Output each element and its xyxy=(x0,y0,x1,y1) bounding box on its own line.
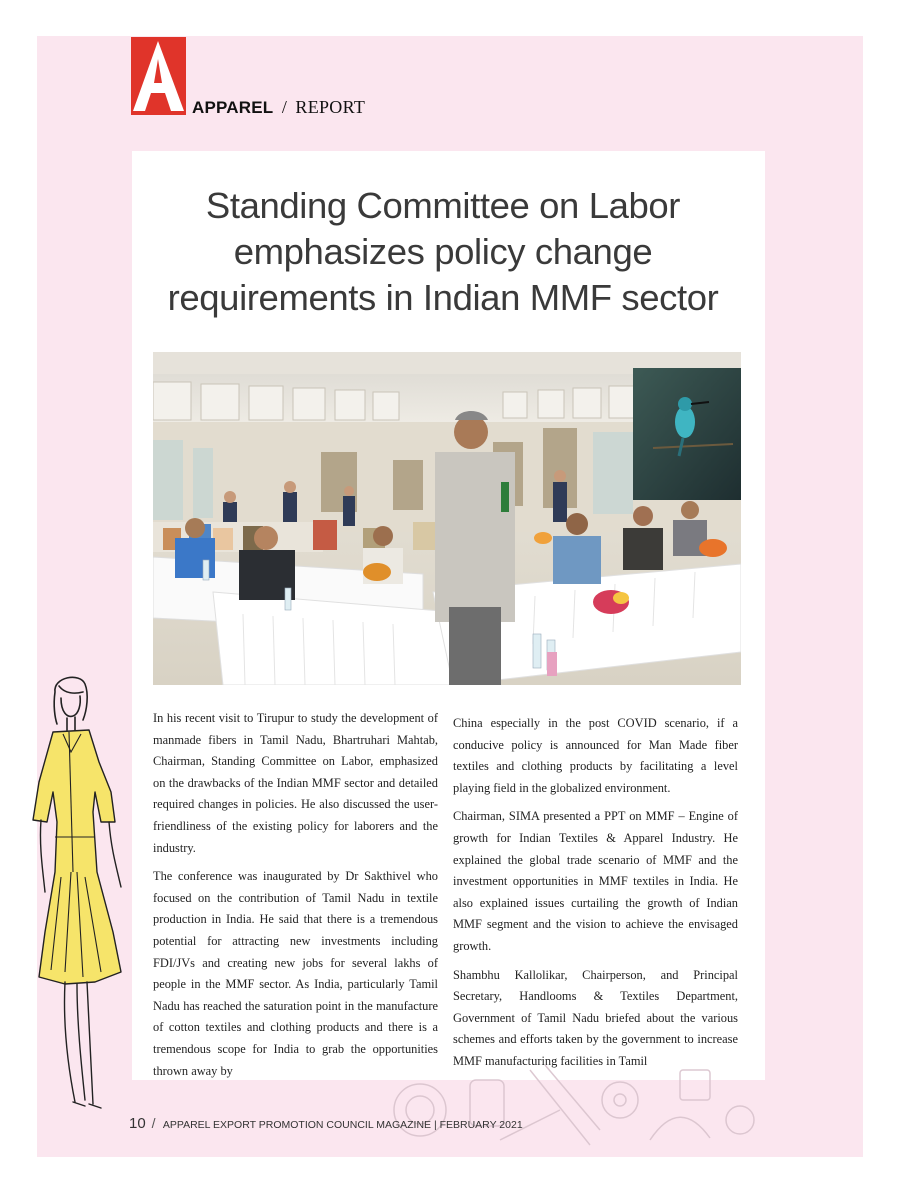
fashion-sketch-icon xyxy=(25,672,135,1122)
sewing-tools-icon xyxy=(380,1050,765,1157)
page-number: 10 xyxy=(129,1115,146,1132)
footer-separator: / xyxy=(151,1115,156,1131)
paragraph: Chairman, SIMA presented a PPT on MMF – Engine of growth for Indian Textiles & Apparel Industry. He explained the global trade scenario of MMF and the investment opportunities in MMF textiles in India. He also explained issues curtailing the growth of Indian MMF segment and the vision to achieve the envisaged growth. xyxy=(453,809,738,953)
headline-line-3: requirements in Indian MMF sector xyxy=(167,277,719,318)
page-footer xyxy=(129,1115,523,1132)
publication-info: APPAREL EXPORT PROMOTION COUNCIL MAGAZINE | FEBRUARY 2021 xyxy=(162,1119,523,1131)
apparel-a-logo-icon xyxy=(131,37,186,115)
section-main-label: APPAREL xyxy=(192,98,274,117)
article-headline xyxy=(132,183,754,321)
article-column-right xyxy=(453,713,738,1080)
conference-photo xyxy=(153,352,741,685)
paragraph: China especially in the post COVID scenario, if a conducive policy is announced for Man Made fiber textiles and clothing products by facilitating a level playing field in the globalized environment. xyxy=(453,716,738,795)
article-column-left xyxy=(153,708,438,1089)
paragraph: Shambhu Kallolikar, Chairperson, and Principal Secretary, Handlooms & Textiles Department, Government of Tamil Nadu briefed about the various schemes and efforts taken by the government to increase MMF manufacturing facilities in Tamil xyxy=(453,967,738,1068)
headline-line-1: Standing Committee on Labor xyxy=(205,185,681,226)
paragraph: The conference was inaugurated by Dr Sakthivel who focused on the contribution of Tamil Nadu in textile production in India. He said that there is a tremendous potential for attracting new investments including FDI/JVs and creating new jobs for several lakhs of people in the MMF sector. As India, particularly Tamil Nadu has reached the saturation point in the manufacture of cotton textiles and clothing products and there is a tremendous scope for India to grab the opportunities thrown away by xyxy=(153,869,438,1078)
headline-line-2: emphasizes policy change xyxy=(233,231,653,272)
section-separator: / xyxy=(281,97,287,117)
section-label xyxy=(192,97,365,118)
paragraph: In his recent visit to Tirupur to study the development of manmade fibers in Tamil Nadu, Bhartruhari Mahtab, Chairman, Standing Committee on Labor, emphasized on the drawbacks of the Indian MMF sector and detailed required changes in policies. He also discussed the user-friendliness of the existing policy for laborers and the industry. xyxy=(153,711,438,855)
section-sub-label: REPORT xyxy=(295,97,366,117)
